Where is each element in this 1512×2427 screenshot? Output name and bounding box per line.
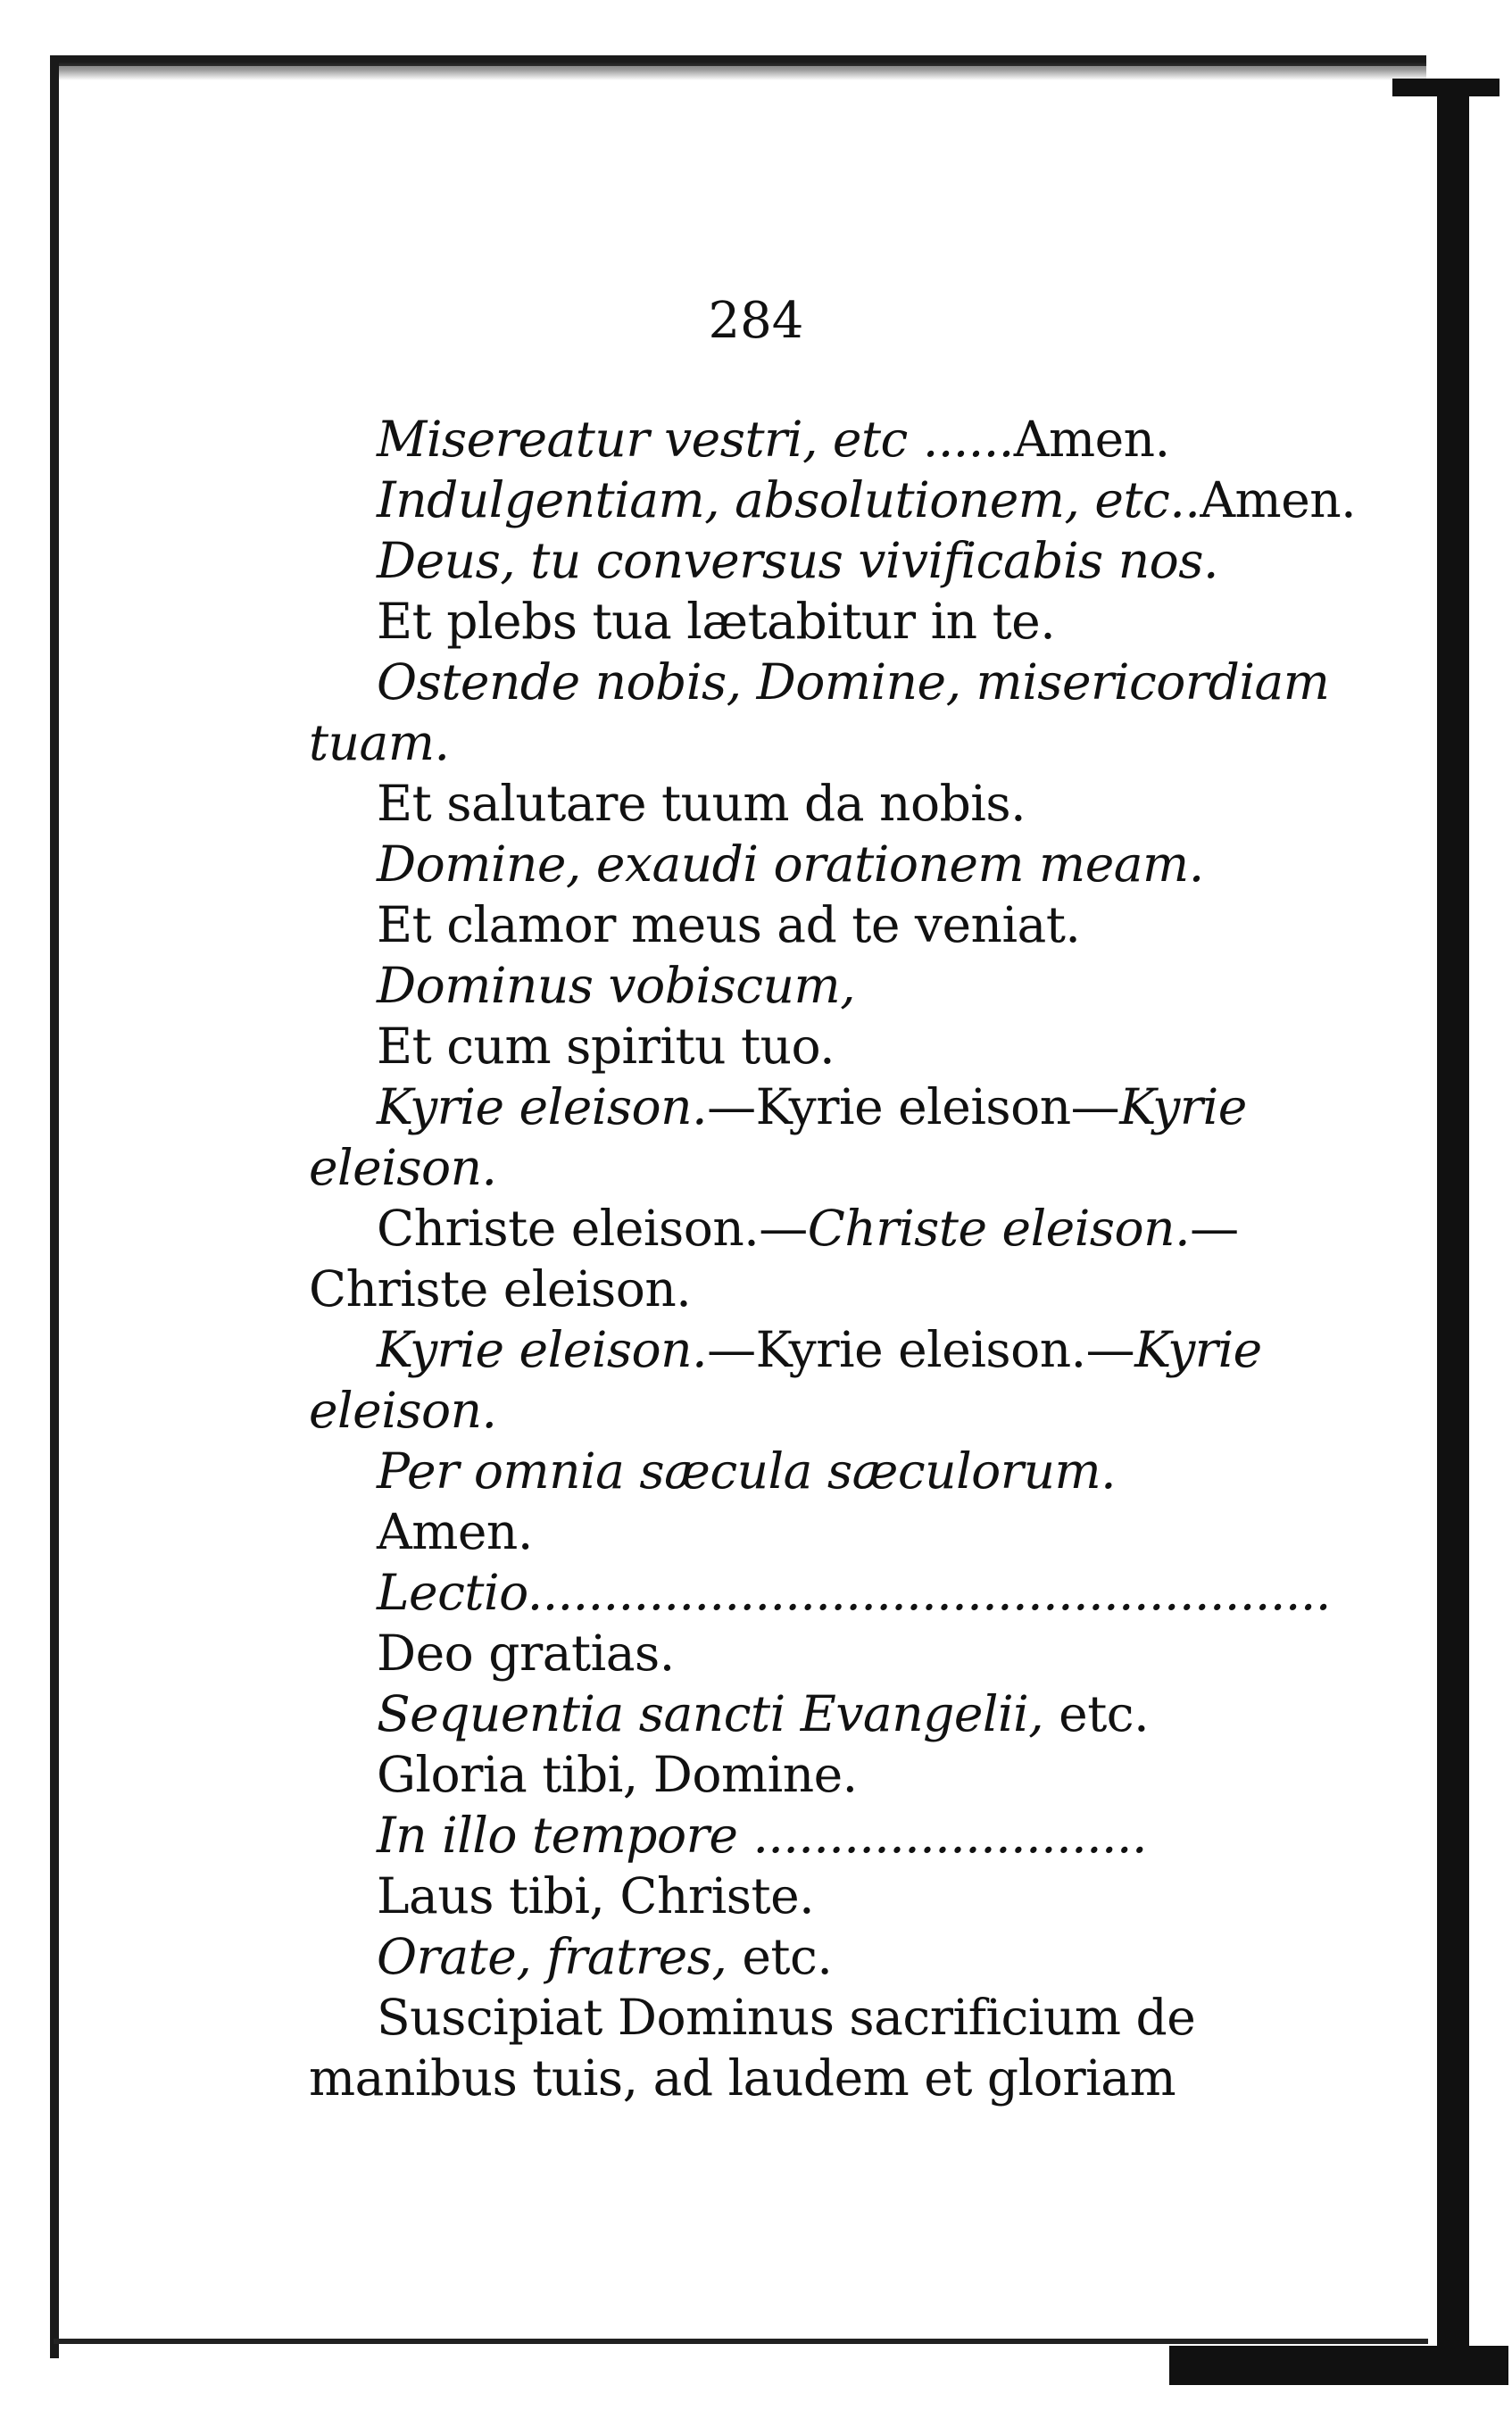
text-line	[309, 1198, 1362, 1259]
text-segment: eleison.	[309, 1139, 497, 1196]
text-line	[309, 955, 1362, 1016]
page-frame-right	[1437, 80, 1469, 2383]
text-segment: Kyrie eleison.	[377, 1321, 708, 1378]
text-segment: tuam.	[309, 714, 450, 771]
text-segment: Christe eleison.—	[377, 1200, 808, 1257]
text-line	[309, 1076, 1362, 1137]
text-segment: Et cum spiritu tuo.	[377, 1018, 835, 1075]
text-segment: Laus tibi, Christe.	[377, 1867, 815, 1924]
text-line	[309, 1805, 1362, 1866]
text-segment: Christe eleison.	[807, 1200, 1191, 1257]
text-segment: In illo tempore ..........................	[377, 1807, 1148, 1864]
text-segment: Christe eleison.	[309, 1260, 692, 1317]
text-line	[309, 1259, 1362, 1319]
text-segment: Per omnia sæcula sæculorum.	[377, 1442, 1117, 1500]
text-segment: Kyrie	[1119, 1078, 1247, 1135]
text-line	[309, 1016, 1362, 1076]
text-segment: Orate, fratres,	[377, 1928, 743, 1985]
text-line	[309, 2048, 1362, 2108]
page-frame-bottom-corner	[1169, 2346, 1508, 2385]
text-line	[309, 1744, 1362, 1805]
text-segment: Et clamor meus ad te veniat.	[377, 896, 1081, 953]
text-line	[309, 1137, 1362, 1198]
text-line	[309, 409, 1362, 470]
text-line	[309, 834, 1362, 894]
text-line	[309, 470, 1362, 530]
text-line	[309, 1562, 1362, 1623]
text-segment: Amen.	[1013, 411, 1170, 468]
text-line	[309, 591, 1362, 652]
text-segment: Suscipiat Dominus sacrificium de	[377, 1989, 1196, 2046]
text-segment: —Kyrie eleison—	[707, 1078, 1120, 1135]
text-line	[309, 652, 1362, 712]
text-line	[309, 773, 1362, 834]
text-segment: manibus tuis, ad laudem et gloriam	[309, 2049, 1176, 2107]
text-line	[309, 1987, 1362, 2048]
text-line	[309, 1319, 1362, 1380]
page-frame-shadow	[52, 62, 1426, 80]
text-segment: Deo gratias.	[377, 1625, 675, 1682]
text-line	[309, 894, 1362, 955]
text-segment: Amen.	[1200, 471, 1357, 528]
text-segment: Domine, exaudi orationem meam.	[377, 835, 1204, 893]
text-line	[309, 1866, 1362, 1926]
text-segment: eleison.	[309, 1382, 497, 1439]
text-line	[309, 1441, 1362, 1501]
text-line	[309, 1683, 1362, 1744]
text-segment: Ostende nobis, Domine, misericordiam	[377, 653, 1330, 711]
text-segment: Misereatur vestri, etc ......	[377, 411, 1014, 468]
text-segment: Dominus vobiscum,	[377, 957, 856, 1014]
text-line	[309, 712, 1362, 773]
text-segment: etc.	[742, 1928, 833, 1985]
text-line	[309, 530, 1362, 591]
text-segment: Kyrie eleison.	[377, 1078, 708, 1135]
text-segment: etc.	[1059, 1685, 1150, 1742]
page-frame-left	[50, 55, 59, 2358]
text-line	[309, 1623, 1362, 1683]
text-line	[309, 1926, 1362, 1987]
text-segment: Amen.	[377, 1503, 533, 1560]
text-segment: —	[1190, 1200, 1239, 1257]
text-segment: —Kyrie eleison.—	[707, 1321, 1135, 1378]
page-number: 284	[708, 292, 804, 350]
text-line	[309, 1501, 1362, 1562]
text-segment: Et salutare tuum da nobis.	[377, 775, 1026, 832]
text-line	[309, 1380, 1362, 1441]
text-segment: Et plebs tua lætabitur in te.	[377, 593, 1056, 650]
text-segment: Sequentia sancti Evangelii,	[377, 1685, 1059, 1742]
text-segment: Deus, tu conversus vivificabis nos.	[377, 532, 1218, 589]
page-frame-bottom	[54, 2339, 1428, 2344]
text-segment: Indulgentiam, absolutionem, etc..	[377, 471, 1200, 528]
text-segment: Gloria tibi, Domine.	[377, 1746, 858, 1803]
text-body	[309, 409, 1362, 2108]
text-segment: Lectio.....................................................	[377, 1564, 1331, 1621]
text-segment: Kyrie	[1134, 1321, 1262, 1378]
